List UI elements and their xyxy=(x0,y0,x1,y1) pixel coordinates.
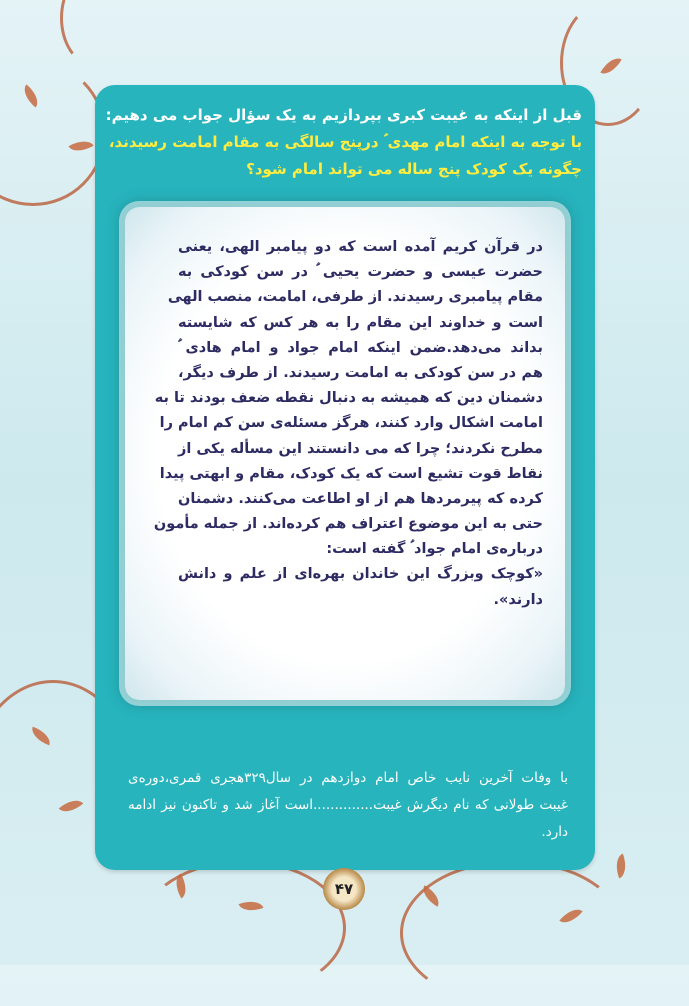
text-line: امامت اشکال وارد کنند، هرگز مسئله‌ی سن کم امام را xyxy=(159,415,543,432)
text-line: حتی به این موضوع اعتراف هم کرده‌اند. از جمله مأمون xyxy=(153,516,543,533)
heading-line-3: چگونه یک کودک پنج ساله می تواند امام شود؟ xyxy=(246,160,582,178)
heading-line-2: با توجه به اینکه امام مهدی ؑ درپنج سالگی به مقام امامت رسیدند، xyxy=(108,133,582,151)
text-line: در قرآن کریم آمده است که دو پیامبر الهی، یعنی xyxy=(178,239,543,255)
heading-line-1: قبل از اینکه به غیبت کبری بپردازیم به یک سؤال جواب می دهیم: xyxy=(105,106,582,124)
page-number: ۴۷ xyxy=(334,880,354,898)
text-line: کرده که پیرمردها هم از او اطاعت می‌کنند. دشمنان xyxy=(178,490,543,507)
text-line: است و خداوند این مقام را به هر کس که شایسته xyxy=(178,314,543,331)
text-line: نقاط قوت تشیع است که یک کودک، مقام و ابهتی پیدا xyxy=(159,465,543,482)
bottom-line: با وفات آخرین نایب خاص امام دوازدهم در سال۳۲۹هجری قمری،دوره‌ی xyxy=(128,770,568,786)
text-line: مطرح نکردند؛ چرا که می دانستند این مسأله یکی از xyxy=(178,440,543,457)
quote-line: دارند». xyxy=(493,591,543,608)
text-line: دشمنان دین که همیشه به دنبال نقطه ضعف بودند تا به xyxy=(154,390,543,407)
bottom-line: دارد. xyxy=(541,824,568,840)
text-line: هم در سن کودکی به امامت رسیدند. از طرف دیگر، xyxy=(178,364,543,381)
text-line: درباره‌ی امام جواد ؑ گفته است: xyxy=(326,541,543,558)
quote-line: «کوچک وبزرگ این خاندان بهره‌ای از علم و دانش xyxy=(178,566,543,583)
question-heading xyxy=(104,102,582,183)
bottom-line: غیبت طولانی که نام دیگرش غیبت..............است آغاز شد و تاکنون نیز ادامه xyxy=(128,797,568,813)
text-line: حضرت عیسی و حضرت یحیی ؑ در سن کودکی به xyxy=(178,264,543,281)
page-number-badge xyxy=(323,868,365,910)
text-line: مقام پیامبری رسیدند. از طرفی، امامت، منصب الهی xyxy=(167,289,543,306)
bottom-paragraph xyxy=(128,765,568,846)
text-line: بداند می‌دهد.ضمن اینکه امام جواد و امام هادی ؑ xyxy=(178,339,543,356)
answer-text xyxy=(153,235,543,613)
